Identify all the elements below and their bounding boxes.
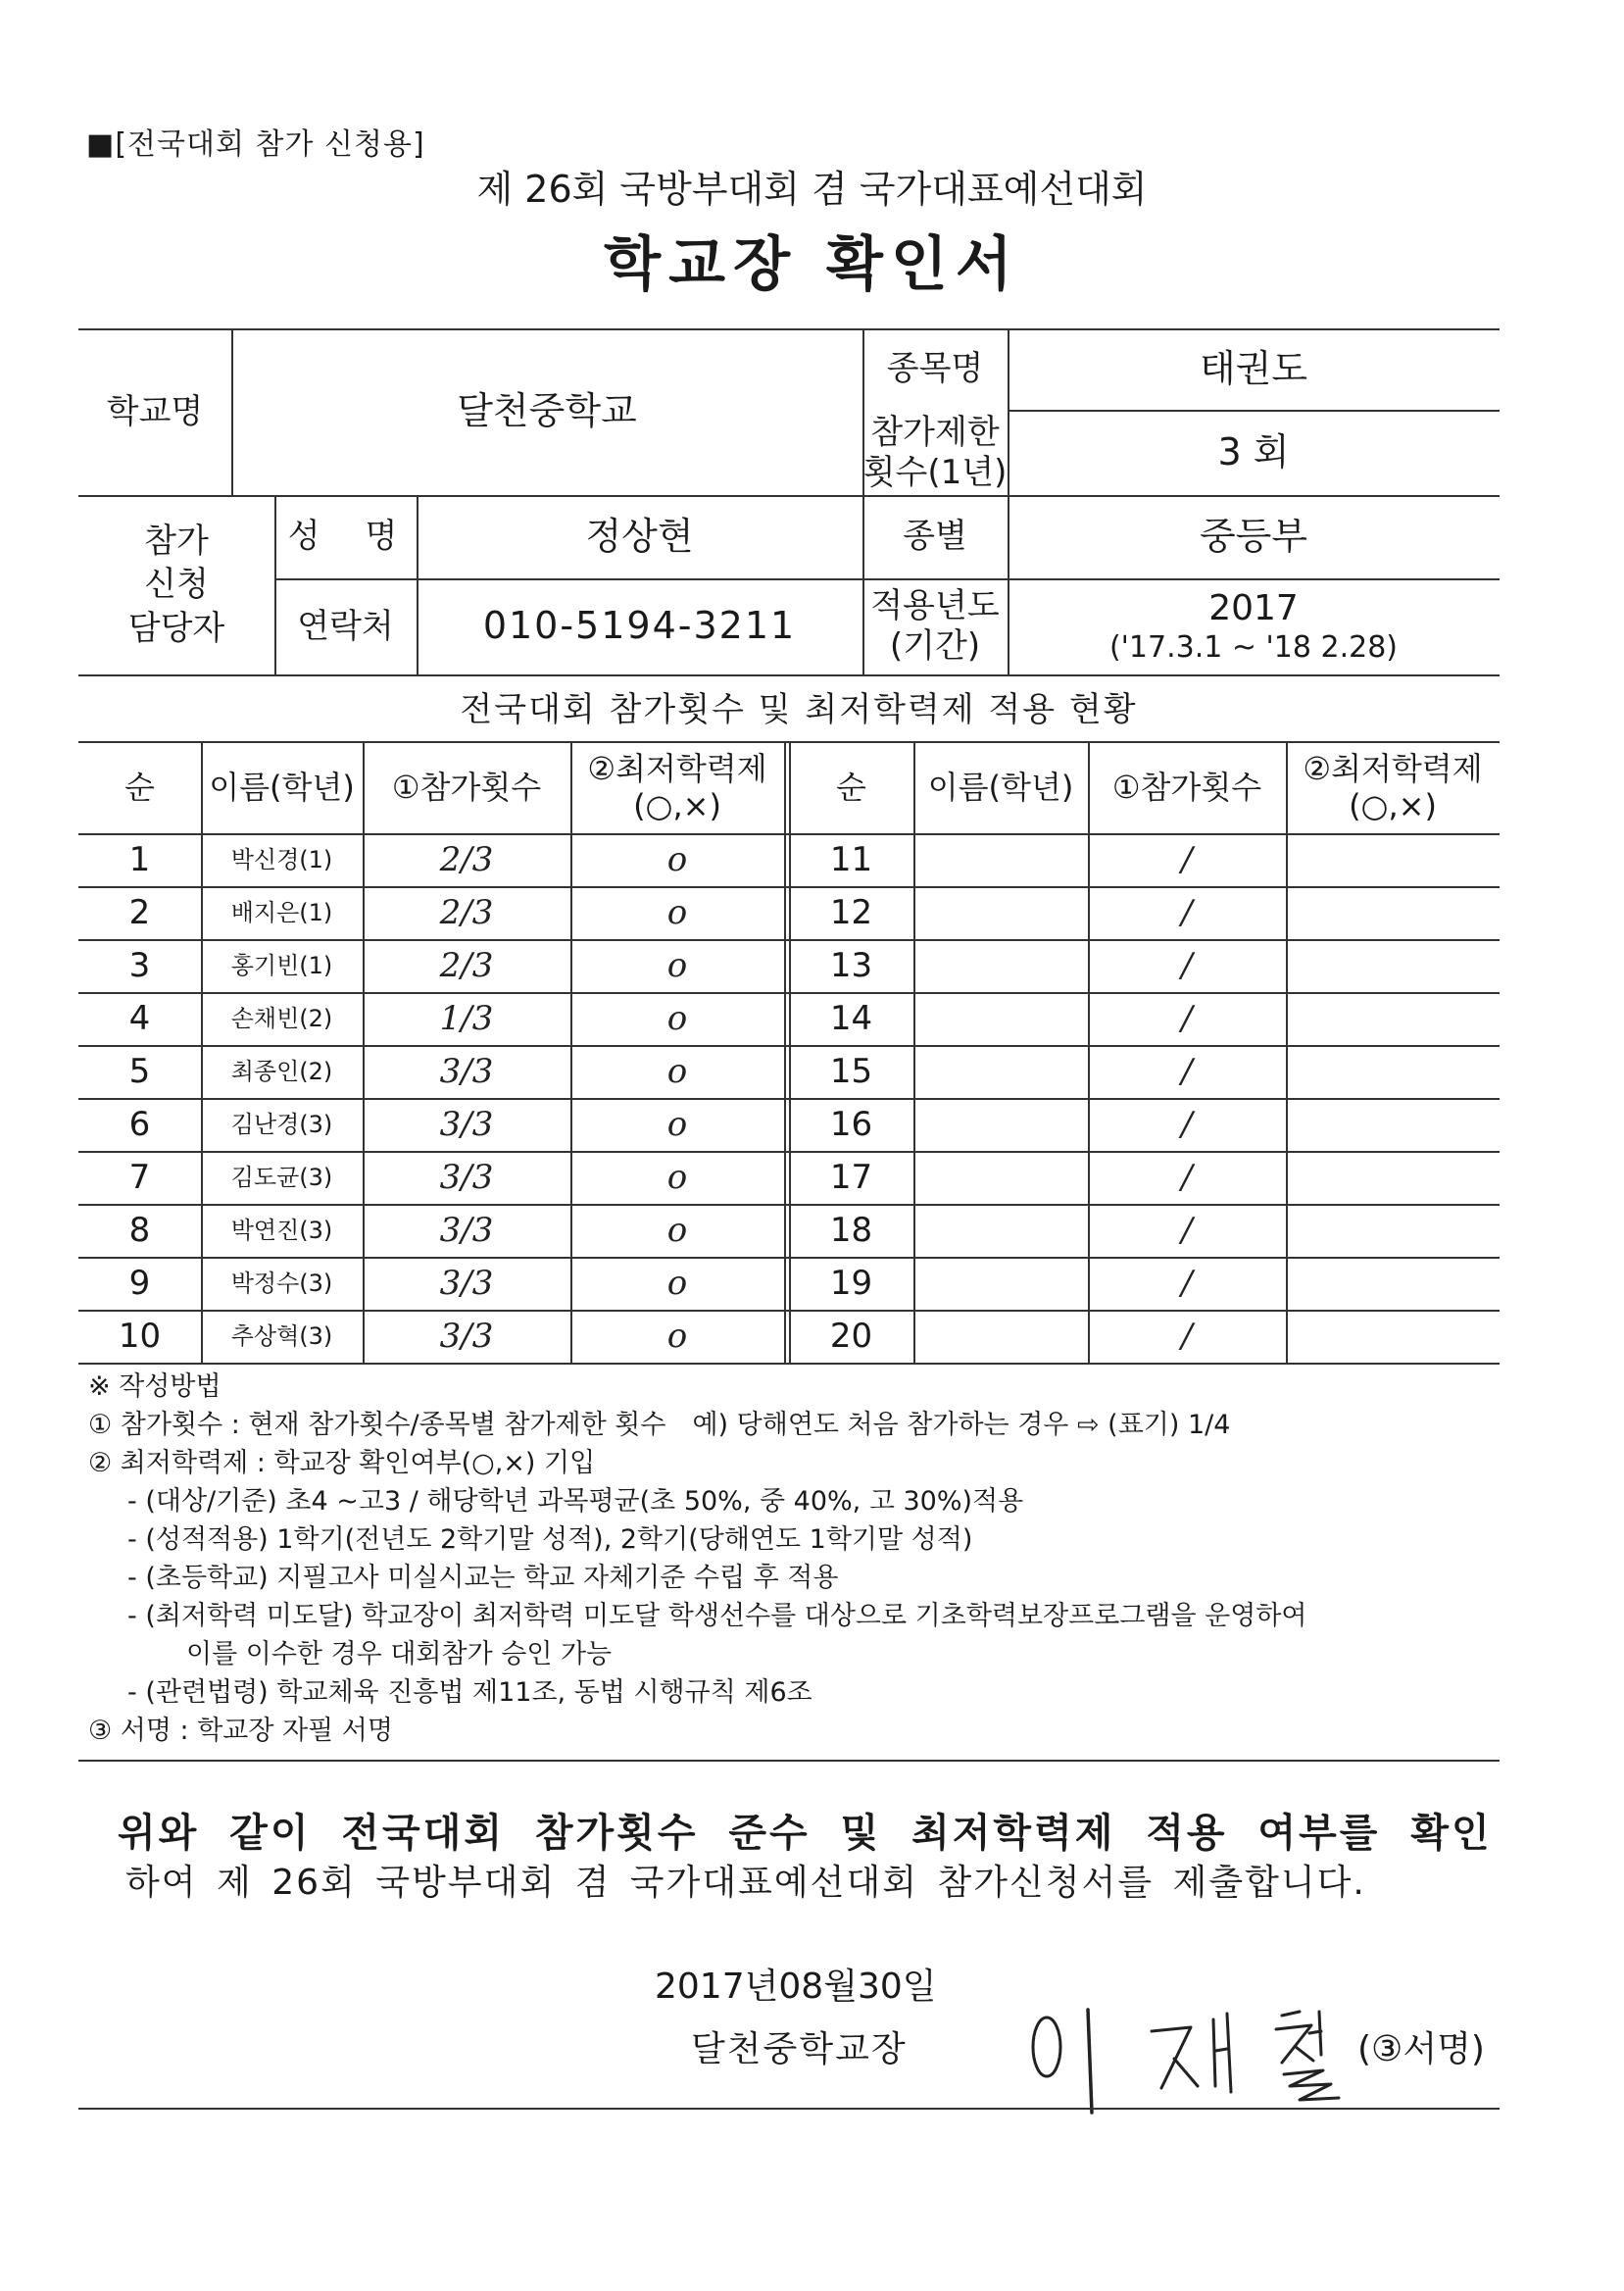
- school-label: 학교명: [106, 391, 204, 431]
- row-min: o: [666, 1316, 688, 1356]
- status-title: 전국대회 참가횟수 및 최저학력제 적용 현황: [460, 689, 1138, 729]
- applicant-label: [78, 495, 274, 674]
- row-no: 11: [829, 839, 873, 879]
- confirmation-line-2: 하여 제 26회 국방부대회 겸 국가대표예선대회 참가신청서를 제출합니다.: [125, 1863, 1366, 1903]
- row-name: 김난경(3): [230, 1110, 333, 1138]
- division-value: 중등부: [1199, 514, 1308, 558]
- row-no: 12: [829, 892, 873, 932]
- contact-label: 연락처: [297, 606, 394, 646]
- row-count: 2/3: [439, 945, 494, 985]
- notes-divider: [78, 1760, 1500, 1762]
- row-min: o: [666, 1104, 688, 1144]
- row-min: o: [666, 1051, 688, 1091]
- col-header-name: 이름(학년): [927, 768, 1074, 806]
- limit-label-line2: 횟수(1년): [862, 452, 1008, 492]
- status-col-divider: [913, 741, 915, 1363]
- row-min: o: [666, 1210, 688, 1250]
- col-header-min: [1286, 741, 1500, 833]
- col-header-no: 순: [124, 768, 155, 806]
- instruction-subitem: - (성적적용) 1학기(전년도 2학기말 성적), 2학기(당해연도 1학기말 성적): [127, 1524, 973, 1555]
- row-name: 박신경(1): [230, 845, 333, 873]
- row-count: 2/3: [439, 892, 494, 932]
- row-count: /: [1181, 1104, 1193, 1144]
- row-min: o: [666, 1263, 688, 1303]
- row-count: /: [1181, 1157, 1193, 1197]
- row-count: 3/3: [439, 1051, 494, 1091]
- row-no: 19: [829, 1263, 873, 1303]
- col-header-count: ①참가횟수: [1111, 768, 1262, 806]
- col-header-min-line1: ②최저학력제: [1303, 749, 1483, 787]
- row-name: 박연진(3): [230, 1216, 333, 1244]
- name-value: 정상현: [585, 514, 694, 558]
- row-no: 5: [128, 1051, 151, 1091]
- school-value: 달천중학교: [457, 389, 637, 433]
- row-no: 2: [128, 892, 151, 932]
- row-no: 20: [829, 1316, 873, 1356]
- row-no: 16: [829, 1104, 873, 1144]
- page-title: 학교장 확인서: [604, 230, 1020, 299]
- instructions-heading: ※ 작성방법: [88, 1371, 221, 1402]
- form-type-label: ■[전국대회 참가 신청용]: [86, 127, 425, 162]
- row-name: 손채빈(2): [230, 1004, 333, 1032]
- row-name: 추상혁(3): [230, 1321, 333, 1350]
- row-count: 3/3: [439, 1157, 494, 1197]
- instruction-item: ③ 서명 : 학교장 자필 서명: [88, 1716, 393, 1746]
- info-table-bottom-border: [78, 674, 1500, 676]
- instructions: [88, 1368, 1529, 1750]
- row-count: 1/3: [439, 998, 494, 1038]
- applicant-label-line1: 참가: [144, 522, 209, 562]
- row-name: 김도균(3): [230, 1163, 333, 1191]
- row-no: 1: [128, 839, 151, 879]
- row-no: 3: [128, 945, 151, 985]
- row-min: o: [666, 998, 688, 1038]
- row-count: /: [1181, 892, 1193, 932]
- row-count: /: [1181, 1263, 1193, 1303]
- row-no: 7: [128, 1157, 151, 1197]
- row-count: /: [1181, 1051, 1193, 1091]
- footer-divider: [78, 2108, 1500, 2110]
- applicant-label-line2: 신청: [144, 565, 209, 605]
- event-subtitle: 제 26회 국방부대회 겸 국가대표예선대회: [476, 168, 1148, 211]
- year-label-line2: (기간): [889, 626, 981, 666]
- submission-date: 2017년08월30일: [655, 1967, 937, 2007]
- col-header-min: [570, 741, 784, 833]
- row-no: 10: [118, 1316, 162, 1356]
- year-value-year: 2017: [1208, 588, 1299, 629]
- principal-title: 달천중학교장: [691, 2029, 908, 2069]
- row-count: /: [1181, 839, 1193, 879]
- limit-label: [862, 410, 1008, 495]
- contact-value: 010-5194-3211: [482, 604, 797, 648]
- sport-value: 태권도: [1199, 346, 1308, 390]
- year-value: [1008, 578, 1500, 674]
- instruction-item: ② 최저학력제 : 학교장 확인여부(○,×) 기입: [88, 1448, 596, 1478]
- row-count: 2/3: [439, 839, 494, 879]
- name-label: 성 명: [287, 517, 404, 557]
- row-count: /: [1181, 1210, 1193, 1250]
- status-table-bottom-border: [78, 1363, 1500, 1365]
- status-col-divider: [1286, 741, 1288, 1363]
- row-count: 3/3: [439, 1210, 494, 1250]
- instruction-subitem: - (초등학교) 지필고사 미실시교는 학교 자체기준 수립 후 적용: [127, 1563, 839, 1593]
- col-header-name: 이름(학년): [209, 768, 355, 806]
- row-count: 3/3: [439, 1104, 494, 1144]
- row-name: 최종인(2): [230, 1057, 333, 1085]
- row-no: 9: [128, 1263, 151, 1303]
- year-value-period: ('17.3.1 ~ '18 2.28): [1108, 629, 1399, 665]
- row-no: 14: [829, 998, 873, 1038]
- row-count: 3/3: [439, 1263, 494, 1303]
- applicant-label-line3: 담당자: [127, 608, 225, 648]
- row-min: o: [666, 892, 688, 932]
- year-label: [862, 578, 1008, 674]
- year-label-line1: 적용년도: [870, 586, 1000, 626]
- row-no: 17: [829, 1157, 873, 1197]
- col-header-min-line2: (○,×): [633, 787, 721, 824]
- limit-label-line1: 참가제한: [870, 412, 1000, 452]
- confirmation-line-1: 위와 같이 전국대회 참가횟수 준수 및 최저학력제 적용 여부를 확인: [118, 1811, 1493, 1856]
- row-name: 박정수(3): [230, 1269, 333, 1297]
- row-no: 8: [128, 1210, 151, 1250]
- division-label: 종별: [903, 517, 967, 557]
- row-min: o: [666, 945, 688, 985]
- row-count: /: [1181, 945, 1193, 985]
- row-no: 13: [829, 945, 873, 985]
- row-no: 15: [829, 1051, 873, 1091]
- row-no: 6: [128, 1104, 151, 1144]
- instruction-subitem: - (관련법령) 학교체육 진흥법 제11조, 동법 시행규칙 제6조: [127, 1677, 812, 1708]
- row-min: o: [666, 1157, 688, 1197]
- limit-value: 3 회: [1217, 429, 1290, 473]
- instruction-subitem: - (대상/기준) 초4 ~고3 / 해당학년 과목평균(초 50%, 중 40%, 고 30%)적용: [127, 1486, 1024, 1517]
- row-count: /: [1181, 998, 1193, 1038]
- col-header-min-line2: (○,×): [1349, 787, 1437, 824]
- col-header-min-line1: ②최저학력제: [587, 749, 767, 787]
- instruction-item: ① 참가횟수 : 현재 참가횟수/종목별 참가제한 횟수 예) 당해연도 처음 참가하는 경우 ⇨ (표기) 1/4: [88, 1410, 1231, 1440]
- status-col-divider: [784, 741, 786, 1363]
- col-header-no: 순: [836, 768, 866, 806]
- instruction-subitem: - (최저학력 미도달) 학교장이 최저학력 미도달 학생선수를 대상으로 기초학력보장프로그램을 운영하여: [127, 1601, 1307, 1631]
- row-name: 배지은(1): [230, 898, 333, 926]
- row-count: /: [1181, 1316, 1193, 1356]
- row-min: o: [666, 839, 688, 879]
- row-count: 3/3: [439, 1316, 494, 1356]
- row-no: 4: [128, 998, 151, 1038]
- col-header-count: ①참가횟수: [391, 768, 542, 806]
- row-name: 홍기빈(1): [230, 951, 333, 979]
- row-no: 18: [829, 1210, 873, 1250]
- sport-label: 종목명: [886, 349, 984, 389]
- signature-label: (③서명): [1357, 2029, 1485, 2069]
- instruction-subitem-continued: 이를 이수한 경우 대회참가 승인 가능: [186, 1639, 613, 1669]
